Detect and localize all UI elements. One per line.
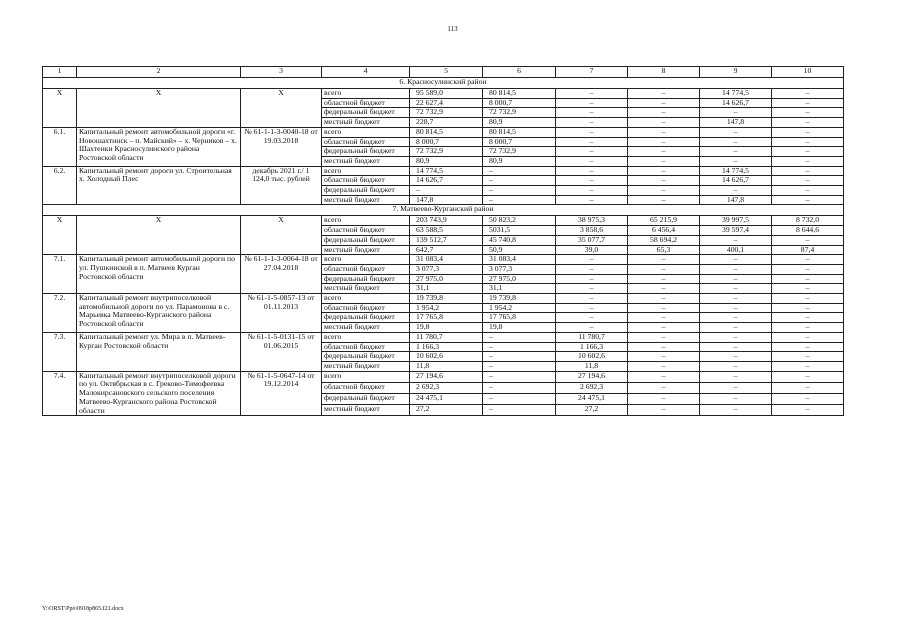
amount-cell: – <box>556 98 628 108</box>
amount-cell: – <box>628 127 700 137</box>
column-number: 5 <box>410 67 483 78</box>
budget-source-label: федеральный бюджет <box>322 108 410 118</box>
amount-cell: 10 602,6 <box>556 352 628 362</box>
amount-cell: – <box>772 274 844 284</box>
amount-cell: – <box>772 323 844 333</box>
document-info: Х <box>241 216 322 255</box>
table-row <box>43 89 844 99</box>
row-number: 7.3. <box>43 332 77 371</box>
amount-cell: – <box>556 156 628 166</box>
amount-cell: – <box>556 255 628 265</box>
object-name: Х <box>77 89 241 128</box>
section-header-row <box>43 78 844 89</box>
budget-source-label: местный бюджет <box>322 323 410 333</box>
amount-cell: 400,1 <box>700 245 772 255</box>
amount-cell: – <box>700 342 772 352</box>
amount-cell: – <box>628 89 700 99</box>
amount-cell: 203 743,9 <box>410 216 483 226</box>
amount-cell: – <box>772 303 844 313</box>
amount-cell: – <box>700 127 772 137</box>
column-number: 2 <box>77 67 241 78</box>
amount-cell: – <box>556 303 628 313</box>
amount-cell: 2 692,3 <box>410 382 483 393</box>
amount-cell: – <box>772 332 844 342</box>
amount-cell: 14 626,7 <box>700 98 772 108</box>
budget-source-label: федеральный бюджет <box>322 352 410 362</box>
budget-source-label: областной бюджет <box>322 382 410 393</box>
amount-cell: – <box>628 361 700 371</box>
object-name: Капитальный ремонт дороги ул. Строительная х. Холодный Плес <box>77 166 241 205</box>
column-header-row <box>43 67 844 78</box>
amount-cell: 80 814,5 <box>410 127 483 137</box>
amount-cell: – <box>628 156 700 166</box>
table-row <box>43 166 844 176</box>
budget-source-label: федеральный бюджет <box>322 274 410 284</box>
amount-cell: – <box>772 371 844 382</box>
amount-cell: 31 083,4 <box>410 255 483 265</box>
amount-cell: 14 774,5 <box>700 89 772 99</box>
amount-cell: 14 774,5 <box>410 166 483 176</box>
table-row <box>43 127 844 137</box>
budget-source-label: местный бюджет <box>322 245 410 255</box>
amount-cell: 8 732,0 <box>772 216 844 226</box>
amount-cell: – <box>483 352 556 362</box>
amount-cell: 1 954,2 <box>483 303 556 313</box>
amount-cell: – <box>556 118 628 128</box>
amount-cell: – <box>700 274 772 284</box>
amount-cell: 5031,5 <box>483 226 556 236</box>
amount-cell: – <box>556 127 628 137</box>
amount-cell: – <box>483 176 556 186</box>
row-number: 7.2. <box>43 294 77 333</box>
amount-cell: 11 780,7 <box>410 332 483 342</box>
amount-cell: 72 732,9 <box>410 147 483 157</box>
budget-source-label: областной бюджет <box>322 137 410 147</box>
amount-cell: – <box>556 176 628 186</box>
budget-source-label: областной бюджет <box>322 176 410 186</box>
document-info: № 61-1-1-3-0040-18 от 19.03.2018 <box>241 127 322 166</box>
column-number: 9 <box>700 67 772 78</box>
amount-cell: 31 083,4 <box>483 255 556 265</box>
object-name: Капитальный ремонт автомобильной дороги по ул. Пушкинской в п. Матвеев Курган Ростовской области <box>77 255 241 294</box>
budget-source-label: федеральный бюджет <box>322 235 410 245</box>
amount-cell: – <box>483 166 556 176</box>
amount-cell: 27 975,0 <box>483 274 556 284</box>
amount-cell: 65 215,9 <box>628 216 700 226</box>
amount-cell: 14 626,7 <box>700 176 772 186</box>
amount-cell: 139 512,7 <box>410 235 483 245</box>
amount-cell: 3 858,6 <box>556 226 628 236</box>
budget-source-label: всего <box>322 166 410 176</box>
amount-cell: – <box>556 294 628 304</box>
amount-cell: – <box>628 352 700 362</box>
budget-source-label: всего <box>322 89 410 99</box>
amount-cell: – <box>772 108 844 118</box>
amount-cell: – <box>556 186 628 196</box>
amount-cell: – <box>628 147 700 157</box>
amount-cell: – <box>483 186 556 196</box>
table-row <box>43 255 844 265</box>
amount-cell: 27 194,6 <box>556 371 628 382</box>
amount-cell: – <box>628 137 700 147</box>
amount-cell: 3 077,3 <box>410 264 483 274</box>
amount-cell: 11,8 <box>410 361 483 371</box>
amount-cell: – <box>483 393 556 404</box>
amount-cell: 147,8 <box>410 195 483 205</box>
amount-cell: 8 000,7 <box>483 98 556 108</box>
amount-cell: 1 954,2 <box>410 303 483 313</box>
amount-cell: – <box>628 332 700 342</box>
row-number: Х <box>43 89 77 128</box>
amount-cell: – <box>628 176 700 186</box>
amount-cell: – <box>628 405 700 416</box>
amount-cell: – <box>700 255 772 265</box>
amount-cell: 72 732,9 <box>483 108 556 118</box>
budget-source-label: местный бюджет <box>322 156 410 166</box>
amount-cell: 10 602,6 <box>410 352 483 362</box>
amount-cell: – <box>772 264 844 274</box>
amount-cell: 45 740,8 <box>483 235 556 245</box>
amount-cell: – <box>556 108 628 118</box>
section-title: 7. Матвеево-Курганский район <box>43 205 844 216</box>
amount-cell: – <box>772 156 844 166</box>
amount-cell: – <box>772 255 844 265</box>
budget-source-label: всего <box>322 255 410 265</box>
amount-cell: – <box>628 264 700 274</box>
amount-cell: 8 644,6 <box>772 226 844 236</box>
amount-cell: – <box>628 118 700 128</box>
budget-source-label: всего <box>322 216 410 226</box>
amount-cell: 87,4 <box>772 245 844 255</box>
amount-cell: – <box>556 137 628 147</box>
object-name: Капитальный ремонт внутрипоселковой автомобильной дороги по ул. Парамонова в с. Марьевка Матвеево-Курганского района Ростовской области <box>77 294 241 333</box>
row-number: Х <box>43 216 77 255</box>
amount-cell: – <box>772 342 844 352</box>
amount-cell: 2 692,3 <box>556 382 628 393</box>
amount-cell: – <box>700 382 772 393</box>
amount-cell: – <box>410 186 483 196</box>
budget-source-label: всего <box>322 127 410 137</box>
amount-cell: – <box>628 108 700 118</box>
amount-cell: – <box>772 147 844 157</box>
amount-cell: – <box>772 137 844 147</box>
amount-cell: 147,8 <box>700 195 772 205</box>
amount-cell: – <box>772 294 844 304</box>
amount-cell: 27 975,0 <box>410 274 483 284</box>
amount-cell: 27,2 <box>556 405 628 416</box>
amount-cell: 31,1 <box>483 284 556 294</box>
amount-cell: – <box>700 332 772 342</box>
amount-cell: – <box>628 323 700 333</box>
amount-cell: – <box>700 137 772 147</box>
amount-cell: – <box>628 294 700 304</box>
amount-cell: – <box>772 176 844 186</box>
budget-source-label: федеральный бюджет <box>322 313 410 323</box>
amount-cell: – <box>628 342 700 352</box>
budget-source-label: областной бюджет <box>322 98 410 108</box>
section-header-row <box>43 205 844 216</box>
amount-cell: – <box>772 313 844 323</box>
amount-cell: – <box>772 186 844 196</box>
amount-cell: – <box>556 274 628 284</box>
amount-cell: 72 732,9 <box>410 108 483 118</box>
amount-cell: 80 814,5 <box>483 127 556 137</box>
column-number: 7 <box>556 67 628 78</box>
amount-cell: – <box>556 89 628 99</box>
budget-source-label: федеральный бюджет <box>322 186 410 196</box>
table-body <box>43 67 844 416</box>
amount-cell: – <box>628 382 700 393</box>
budget-source-label: местный бюджет <box>322 284 410 294</box>
amount-cell: 58 694,2 <box>628 235 700 245</box>
amount-cell: 38 975,3 <box>556 216 628 226</box>
amount-cell: 80 814,5 <box>483 89 556 99</box>
amount-cell: – <box>483 332 556 342</box>
amount-cell: – <box>700 323 772 333</box>
amount-cell: 8 000,7 <box>483 137 556 147</box>
section-title: 6. Красносулинский район <box>43 78 844 89</box>
amount-cell: – <box>483 371 556 382</box>
row-number: 6.1. <box>43 127 77 166</box>
budget-source-label: областной бюджет <box>322 264 410 274</box>
amount-cell: 39,0 <box>556 245 628 255</box>
amount-cell: – <box>700 352 772 362</box>
table-row <box>43 216 844 226</box>
document-info: № 61-1-5-0857-13 от 01.11.2013 <box>241 294 322 333</box>
amount-cell: – <box>772 98 844 108</box>
amount-cell: – <box>772 89 844 99</box>
amount-cell: 80,9 <box>483 156 556 166</box>
column-number: 4 <box>322 67 410 78</box>
amount-cell: – <box>700 235 772 245</box>
budget-source-label: всего <box>322 332 410 342</box>
object-name: Капитальный ремонт автомобильной дороги «г. Новошахтинск – п. Майский» – х. Черников – х. Шахтенки Красносулинского района Ростовской области <box>77 127 241 166</box>
amount-cell: 6 456,4 <box>628 226 700 236</box>
amount-cell: – <box>628 166 700 176</box>
amount-cell: – <box>556 195 628 205</box>
amount-cell: – <box>628 195 700 205</box>
amount-cell: 39 997,5 <box>700 216 772 226</box>
amount-cell: 8 000,7 <box>410 137 483 147</box>
amount-cell: – <box>700 108 772 118</box>
amount-cell: 50 823,2 <box>483 216 556 226</box>
amount-cell: 642,7 <box>410 245 483 255</box>
table-row <box>43 371 844 382</box>
document-info: № 61-1-5-0647-14 от 19.12.2014 <box>241 371 322 416</box>
amount-cell: – <box>772 166 844 176</box>
object-name: Капитальный ремонт внутрипоселковой дороги по ул. Октябрьская в с. Грековo-Тимофеевка Малокирсановского сельского поселения Матвеево-Курганского района Ростовской области <box>77 371 241 416</box>
amount-cell: 35 077,7 <box>556 235 628 245</box>
table-row <box>43 332 844 342</box>
amount-cell: 80,9 <box>410 156 483 166</box>
object-name: Капитальный ремонт ул. Мира в п. Матвеев-Курган Ростовской области <box>77 332 241 371</box>
amount-cell: – <box>483 361 556 371</box>
amount-cell: 19,8 <box>410 323 483 333</box>
amount-cell: – <box>700 284 772 294</box>
object-name: Х <box>77 216 241 255</box>
amount-cell: 24 475,1 <box>556 393 628 404</box>
amount-cell: – <box>772 118 844 128</box>
budget-source-label: всего <box>322 294 410 304</box>
budget-source-label: местный бюджет <box>322 118 410 128</box>
document-info: № 61-1-1-3-0064-18 от 27.04.2018 <box>241 255 322 294</box>
document-info: Х <box>241 89 322 128</box>
amount-cell: 11 780,7 <box>556 332 628 342</box>
amount-cell: 19,8 <box>483 323 556 333</box>
amount-cell: 228,7 <box>410 118 483 128</box>
amount-cell: – <box>556 313 628 323</box>
amount-cell: – <box>483 195 556 205</box>
amount-cell: – <box>556 264 628 274</box>
amount-cell: 1 166,3 <box>410 342 483 352</box>
amount-cell: 147,8 <box>700 118 772 128</box>
row-number: 7.1. <box>43 255 77 294</box>
amount-cell: 63 588,5 <box>410 226 483 236</box>
amount-cell: 22 627,4 <box>410 98 483 108</box>
budget-source-label: федеральный бюджет <box>322 147 410 157</box>
amount-cell: – <box>628 98 700 108</box>
row-number: 6.2. <box>43 166 77 205</box>
amount-cell: 95 589,0 <box>410 89 483 99</box>
amount-cell: 3 077,3 <box>483 264 556 274</box>
amount-cell: – <box>556 323 628 333</box>
amount-cell: – <box>700 303 772 313</box>
amount-cell: – <box>628 186 700 196</box>
amount-cell: 65,3 <box>628 245 700 255</box>
amount-cell: 39 597,4 <box>700 226 772 236</box>
budget-source-label: федеральный бюджет <box>322 393 410 404</box>
amount-cell: – <box>700 294 772 304</box>
column-number: 8 <box>628 67 700 78</box>
amount-cell: 50,9 <box>483 245 556 255</box>
budget-source-label: областной бюджет <box>322 303 410 313</box>
amount-cell: – <box>772 382 844 393</box>
amount-cell: – <box>483 342 556 352</box>
amount-cell: 17 765,8 <box>483 313 556 323</box>
amount-cell: – <box>772 127 844 137</box>
amount-cell: – <box>772 352 844 362</box>
amount-cell: – <box>772 361 844 371</box>
file-path-footer: Y:\ORST\Ppo\0918p865.f21.docx <box>42 606 124 612</box>
budget-table <box>42 66 844 416</box>
amount-cell: – <box>700 371 772 382</box>
amount-cell: 80,9 <box>483 118 556 128</box>
budget-source-label: областной бюджет <box>322 342 410 352</box>
column-number: 6 <box>483 67 556 78</box>
amount-cell: – <box>700 264 772 274</box>
amount-cell: – <box>628 303 700 313</box>
amount-cell: 14 626,7 <box>410 176 483 186</box>
amount-cell: 14 774,5 <box>700 166 772 176</box>
amount-cell: 27,2 <box>410 405 483 416</box>
page-number: 113 <box>447 25 458 33</box>
budget-source-label: местный бюджет <box>322 361 410 371</box>
column-number: 3 <box>241 67 322 78</box>
amount-cell: 19 739,8 <box>410 294 483 304</box>
budget-source-label: всего <box>322 371 410 382</box>
amount-cell: 11,8 <box>556 361 628 371</box>
amount-cell: 1 166,3 <box>556 342 628 352</box>
amount-cell: – <box>628 313 700 323</box>
amount-cell: – <box>483 405 556 416</box>
amount-cell: – <box>628 274 700 284</box>
amount-cell: – <box>628 255 700 265</box>
amount-cell: – <box>628 284 700 294</box>
document-info: № 61-1-5-0131-15 от 01.06.2015 <box>241 332 322 371</box>
amount-cell: 72 732,9 <box>483 147 556 157</box>
amount-cell: – <box>700 313 772 323</box>
amount-cell: – <box>700 156 772 166</box>
document-info: декабрь 2021 г./ 1 124,0 тыс. рублей <box>241 166 322 205</box>
amount-cell: – <box>483 382 556 393</box>
amount-cell: – <box>700 393 772 404</box>
budget-source-label: местный бюджет <box>322 405 410 416</box>
budget-source-label: местный бюджет <box>322 195 410 205</box>
amount-cell: 27 194,6 <box>410 371 483 382</box>
table-row <box>43 294 844 304</box>
amount-cell: – <box>700 361 772 371</box>
amount-cell: – <box>700 147 772 157</box>
budget-source-label: областной бюджет <box>322 226 410 236</box>
amount-cell: – <box>772 195 844 205</box>
amount-cell: – <box>700 405 772 416</box>
amount-cell: – <box>628 393 700 404</box>
amount-cell: – <box>772 284 844 294</box>
amount-cell: – <box>772 393 844 404</box>
amount-cell: – <box>556 284 628 294</box>
amount-cell: 24 475,1 <box>410 393 483 404</box>
column-number: 10 <box>772 67 844 78</box>
row-number: 7.4. <box>43 371 77 416</box>
amount-cell: – <box>772 235 844 245</box>
amount-cell: – <box>700 186 772 196</box>
amount-cell: – <box>556 147 628 157</box>
amount-cell: – <box>556 166 628 176</box>
amount-cell: – <box>772 405 844 416</box>
amount-cell: 17 765,8 <box>410 313 483 323</box>
amount-cell: 19 739,8 <box>483 294 556 304</box>
amount-cell: 31,1 <box>410 284 483 294</box>
amount-cell: – <box>628 371 700 382</box>
column-number: 1 <box>43 67 77 78</box>
